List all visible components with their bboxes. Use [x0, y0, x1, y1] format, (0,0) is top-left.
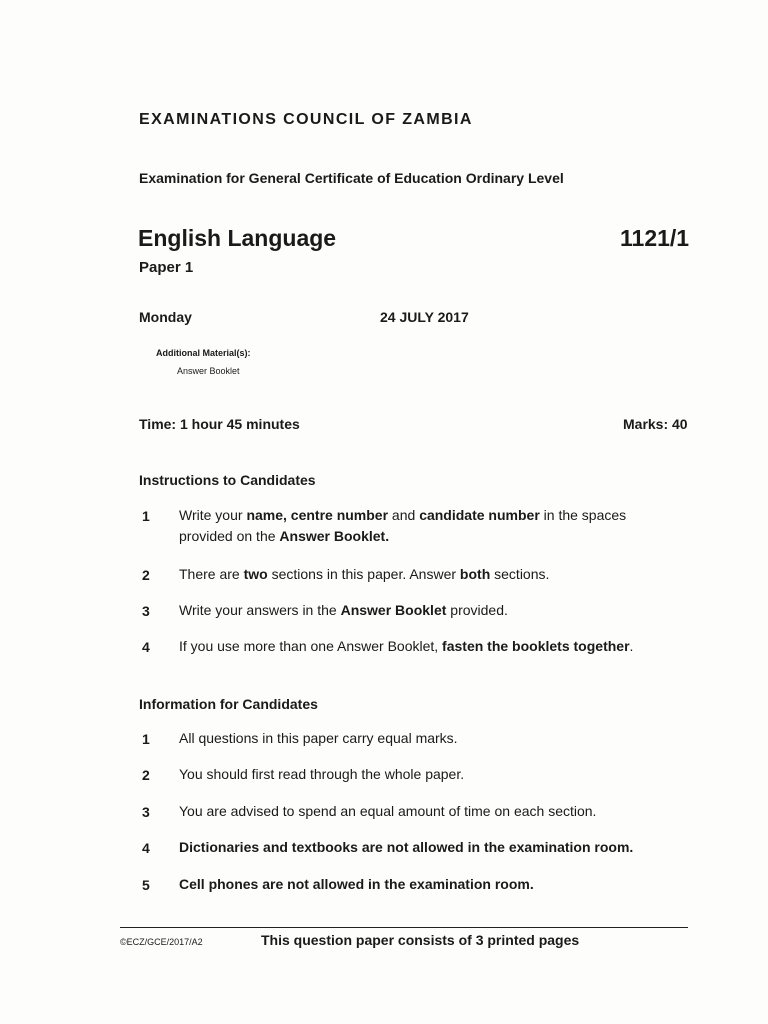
- information-number: 4: [142, 840, 150, 856]
- instruction-number: 3: [142, 603, 150, 619]
- text-run: Write your: [179, 507, 247, 523]
- text-run: If you use more than one Answer Booklet,: [179, 638, 443, 654]
- paper-code: 1121/1: [620, 225, 690, 251]
- information-text: [179, 764, 464, 785]
- bold-text-run: fasten the booklets together: [442, 638, 630, 654]
- additional-materials-label: Additional Material(s):: [156, 348, 251, 358]
- exam-duration: Time: 1 hour 45 minutes: [139, 416, 300, 432]
- instruction-number: 2: [142, 567, 150, 583]
- text-run: Write your answers in the: [179, 602, 341, 618]
- information-text: [179, 728, 458, 749]
- instruction-text: [179, 636, 633, 657]
- exam-day: Monday: [139, 309, 192, 325]
- bold-text-run: Cell phones are not allowed in the examination room.: [179, 876, 534, 892]
- bold-text-run: name, centre number: [246, 507, 389, 523]
- information-text: [179, 837, 633, 858]
- copyright-code: ©ECZ/GCE/2017/A2: [120, 937, 203, 947]
- text-run: sections.: [490, 566, 550, 582]
- total-marks: Marks: 40: [623, 416, 688, 432]
- text-run: You should first read through the whole paper.: [179, 766, 465, 782]
- instructions-heading: Instructions to Candidates: [139, 472, 316, 488]
- instruction-number: 1: [142, 508, 150, 524]
- information-number: 2: [142, 767, 150, 783]
- information-text: [179, 801, 596, 822]
- bold-text-run: candidate number: [419, 507, 540, 523]
- information-number: 5: [142, 877, 150, 893]
- instruction-text: [179, 600, 508, 621]
- text-run: and: [388, 507, 420, 523]
- text-run: You are advised to spend an equal amount of time on each section.: [179, 803, 597, 819]
- information-number: 1: [142, 731, 150, 747]
- text-run: All questions in this paper carry equal marks.: [179, 730, 458, 746]
- text-run: provided.: [446, 602, 508, 618]
- information-number: 3: [142, 804, 150, 820]
- paper-number: Paper 1: [139, 259, 194, 276]
- bold-text-run: Answer Booklet: [340, 602, 447, 618]
- information-heading: Information for Candidates: [139, 696, 318, 712]
- information-text: [179, 874, 534, 895]
- exam-date: 24 JULY 2017: [380, 309, 469, 325]
- text-run: .: [629, 638, 634, 654]
- bold-text-run: Answer Booklet.: [279, 528, 390, 544]
- footer-divider: [120, 927, 688, 928]
- bold-text-run: both: [459, 566, 491, 582]
- council-name: EXAMINATIONS COUNCIL OF ZAMBIA: [139, 111, 473, 128]
- text-run: There are: [179, 566, 244, 582]
- instruction-text: [179, 564, 549, 585]
- text-run: provided on the: [179, 528, 280, 544]
- instruction-number: 4: [142, 639, 150, 655]
- subject-title: English Language: [138, 225, 337, 251]
- bold-text-run: Dictionaries and textbooks are not allowed in the examination room.: [179, 839, 634, 855]
- bold-text-run: two: [243, 566, 268, 582]
- page-count-note: This question paper consists of 3 printed pages: [261, 932, 580, 948]
- exam-title: Examination for General Certificate of Education Ordinary Level: [139, 170, 564, 186]
- additional-materials-item: Answer Booklet: [177, 366, 240, 376]
- text-run: sections in this paper. Answer: [267, 566, 460, 582]
- text-run: in the spaces: [539, 507, 627, 523]
- instruction-text: [179, 505, 626, 547]
